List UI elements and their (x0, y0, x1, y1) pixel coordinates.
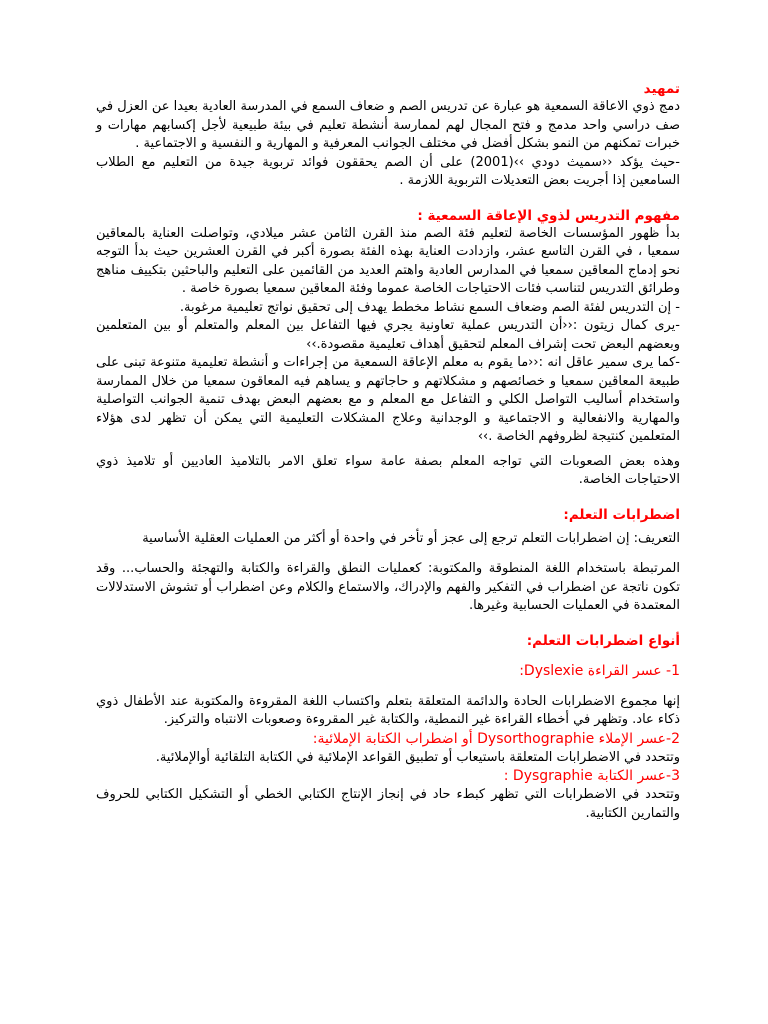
disorders-paragraph-2: المرتبطة باستخدام اللغة المنطوقة والمكتوبة: كعمليات النطق والقراءة والكتابة والتهجئة والحساب... وقد تكون ناتجة عن اضطراب في التفكير والفهم والإدراك، والاستماع والكلام وعن اضطراب أو تشوش الاستدلالات المعتمدة في العمليات الحسابية وغيرها. (96, 561, 680, 613)
concept-paragraph-3: -يرى كمال زيتون :‹‹أن التدريس عملية تعاونية يجري فيها التفاعل بين المعلم والمتعلم أو بين المتعلمين وبعضهم البعض تحت إشراف المعلم لتحقيق أهداف تعليمية مقصودة.›› (96, 318, 680, 352)
type-3-text: وتتحدد في الاضطرابات التي تظهر كبطء حاد في إنجاز الإنتاج الكتابي الخطي أو التشكيل الكتابي للحروف والتمارين الكتابية. (96, 787, 680, 821)
type-1-title: 1- عسر القراءة Dyslexie: (519, 662, 680, 679)
concept-paragraph-4: -كما يرى سمير عاقل انه :‹‹ما يقوم به معلم الإعاقة السمعية من إجراءات و أنشطة تعليمية متنوعة تبنى على طبيعة المعاقين سمعيا و خصائصهم و مشكلاتهم و حاجاتهم و يساهم فيه المعاقون سمعيا من خلال الممارسة واستخدام أساليب التواصل الكلي و التفاعل مع المعلم و مع بعضهم البعض بهدف تنمية الجوانب التواصلية والمهارية والانفعالية و الاجتماعية و الوجدانية وعلاج المشكلات التعليمية التي يمكن أن تظهر لدى هؤلاء المتعلمين كنتيجة لظروفهم الخاصة .›› (96, 355, 680, 444)
concept-paragraph-2: - إن التدريس لفئة الصم وضعاف السمع نشاط مخطط يهدف إلى تحقيق نواتج تعليمية مرغوبة. (179, 299, 680, 315)
type-2-title: 2-عسر الإملاء Dysorthographie أو اضطراب الكتابة الإملائية: (312, 730, 680, 747)
concept-heading: مفهوم التدريس لذوي الإعاقة السمعية : (417, 207, 680, 224)
concept-paragraph-1: بدأ ظهور المؤسسات الخاصة لتعليم فئة الصم منذ القرن الثامن عشر ميلادي، وتواصلت العناية بالمعاقين سمعيا ، في القرن التاسع عشر، وازدادت العناية بهذه الفئة بصورة أكبر في القرن العشرين حيث بدأ التوجه نحو إدماج المعاقين سمعيا في المدارس العادية واهتم العديد من القائمين على التعليم والباحثين بتكييف مناهج وطرائق التدريس لتناسب فئات الاحتياجات الخاصة عموما وفئة المعاقين سمعيا بصورة خاصة . (96, 225, 680, 296)
document-page (96, 80, 680, 823)
type-3-title: 3-عسر الكتابة Dysgraphie : (503, 768, 680, 784)
intro-heading: تمهيد (643, 81, 680, 97)
disorders-heading: اضطرابات التعلم: (563, 506, 680, 523)
types-heading: أنواع اضطرابات التعلم: (526, 632, 680, 649)
intro-paragraph-1: دمج ذوي الاعاقة السمعية هو عبارة عن تدريس الصم و ضعاف السمع في المدرسة العادية بعيدا عن العزل في صف دراسي واحد مدمج و فتح المجال لهم لممارسة أنشطة تعليم في بيئة طبيعية لأجل إكسابهم مهارات و خبرات تمكنهم من النمو بشكل أفضل في مختلف الجوانب المعرفية و المهارية و النفسية و الاجتماعية . (96, 99, 680, 151)
intro-paragraph-2: -حيث يؤكد ‹‹سميث دودي ››(2001) على أن الصم يحققون فوائد تربوية جيدة من التعليم مع الطلاب السامعين إذا أجريت بعض التعديلات التربوية اللازمة . (96, 154, 680, 188)
concept-paragraph-5: وهذه بعض الصعوبات التي تواجه المعلم بصفة عامة سواء تعلق الامر بالتلاميذ العاديين أو تلاميذ ذوي الاحتياجات الخاصة. (96, 453, 680, 487)
type-1-text: إنها مجموع الاضطرابات الحادة والدائمة المتعلقة بتعلم واكتساب اللغة المقروءة والمكتوبة عند الأطفال ذوي ذكاء عاد. وتظهر في أخطاء القراءة غير النمطية، والكتابة غير المقروءة وصعوبات الانتباه والتركيز. (96, 693, 680, 727)
disorders-definition: التعريف: إن اضطرابات التعلم ترجع إلى عجز أو تأخر في واحدة أو أكثر من العمليات العقلية الأساسية (142, 530, 680, 546)
type-2-text: وتتحدد في الاضطرابات المتعلقة باستيعاب أو تطبيق القواعد الإملائية في الكتابة التلقائية أوالإملائية. (155, 749, 680, 765)
